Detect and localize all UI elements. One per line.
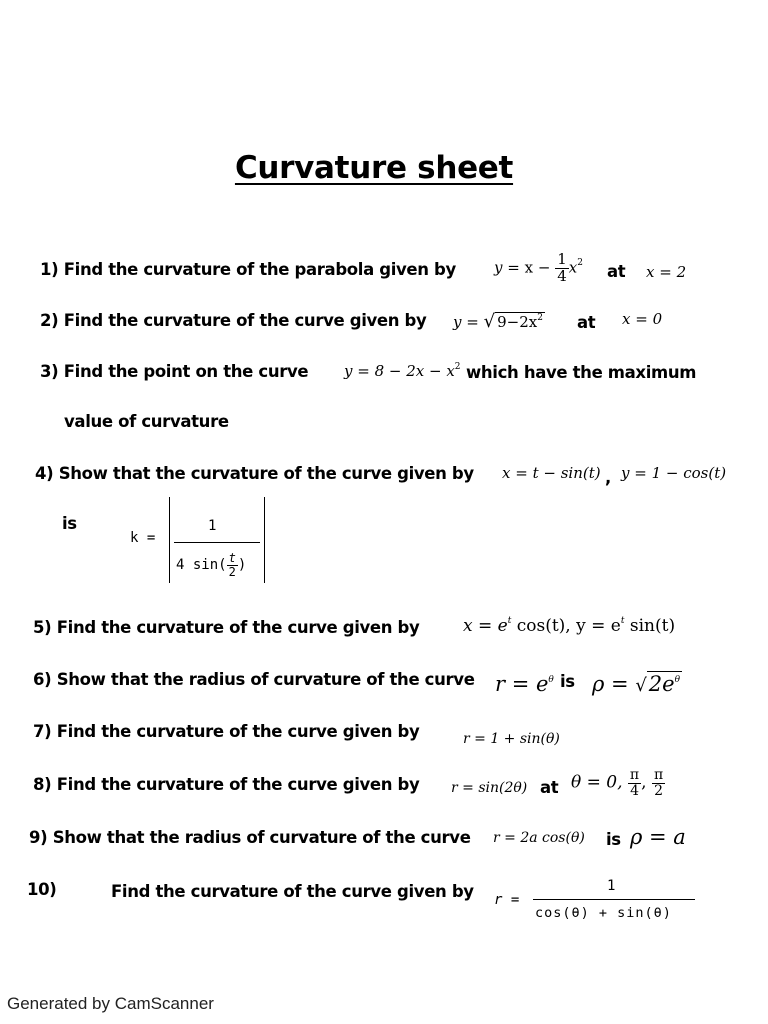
- question-9-result: ρ = a: [630, 825, 686, 849]
- question-4-equation-y: y = 1 − cos(t): [621, 464, 727, 482]
- question-10-denominator: cos(θ) + sin(θ): [535, 905, 672, 921]
- question-9: 9) Show that the radius of curvature of the curve: [29, 828, 471, 847]
- question-7: 7) Find the curvature of the curve given by: [33, 722, 420, 741]
- question-4-is: is: [62, 514, 77, 533]
- question-9-equation: r = 2a cos(θ): [493, 830, 585, 846]
- question-10-lhs: r =: [494, 892, 520, 908]
- question-6: 6) Show that the radius of curvature of the curve: [33, 670, 475, 689]
- question-8-condition: θ = 0, $\frac{\pi}{4}$ , $\frac{\pi}{2}$: [571, 767, 664, 799]
- question-8-at: at: [540, 778, 559, 797]
- question-10-label: 10): [27, 880, 57, 899]
- question-3-equation: $y = 8 - 2x - x^2$: [344, 362, 461, 380]
- question-8: 8) Find the curvature of the curve given by: [33, 775, 420, 794]
- question-2-equation: y = √ $9-2x^2$: [453, 311, 543, 332]
- question-4-equation-x: x = t − sin(t): [502, 464, 601, 482]
- page-title: Curvature sheet: [234, 150, 514, 186]
- question-3-continued: which have the maximum: [466, 363, 697, 382]
- footer-watermark: Generated by CamScanner: [7, 994, 214, 1013]
- question-2: 2) Find the curvature of the curve given by: [40, 311, 427, 330]
- question-8-equation: r = sin(2θ): [451, 780, 528, 796]
- question-4-separator: ,: [605, 468, 611, 487]
- question-1: 1) Find the curvature of the parabola given by: [40, 260, 456, 279]
- question-7-equation: r = 1 + sin(θ): [463, 731, 560, 747]
- question-1-at: at: [607, 262, 626, 281]
- question-4-k-numerator: 1: [208, 518, 217, 534]
- question-1-condition: x = 2: [646, 263, 687, 281]
- question-5-equation: $x = e^t$ cos(t), $y = e^t$ sin(t): [463, 616, 676, 636]
- question-6-result: $\rho = √2e^\theta$: [592, 672, 681, 696]
- question-9-is: is: [606, 830, 621, 849]
- question-10-fraction-bar: [533, 899, 695, 900]
- question-10-numerator: 1: [607, 878, 616, 894]
- question-6-equation: $r = e^\theta$: [495, 672, 554, 696]
- question-4-k-denominator: 4 sin( $\frac{t}{2}$ ): [176, 551, 247, 579]
- question-4: 4) Show that the curvature of the curve given by: [35, 464, 474, 483]
- question-6-is: is: [560, 672, 575, 691]
- question-3-line2: value of curvature: [64, 412, 229, 431]
- question-10: Find the curvature of the curve given by: [111, 882, 474, 901]
- question-5: 5) Find the curvature of the curve given by: [33, 618, 420, 637]
- question-2-condition: x = 0: [622, 310, 663, 328]
- question-4-k-label: k =: [130, 530, 156, 546]
- question-3: 3) Find the point on the curve: [40, 362, 309, 381]
- question-4-fraction-bar: [174, 542, 260, 543]
- question-1-equation: y = x − $\frac{1}{4}$ $x^2$: [494, 250, 583, 285]
- question-2-at: at: [577, 313, 596, 332]
